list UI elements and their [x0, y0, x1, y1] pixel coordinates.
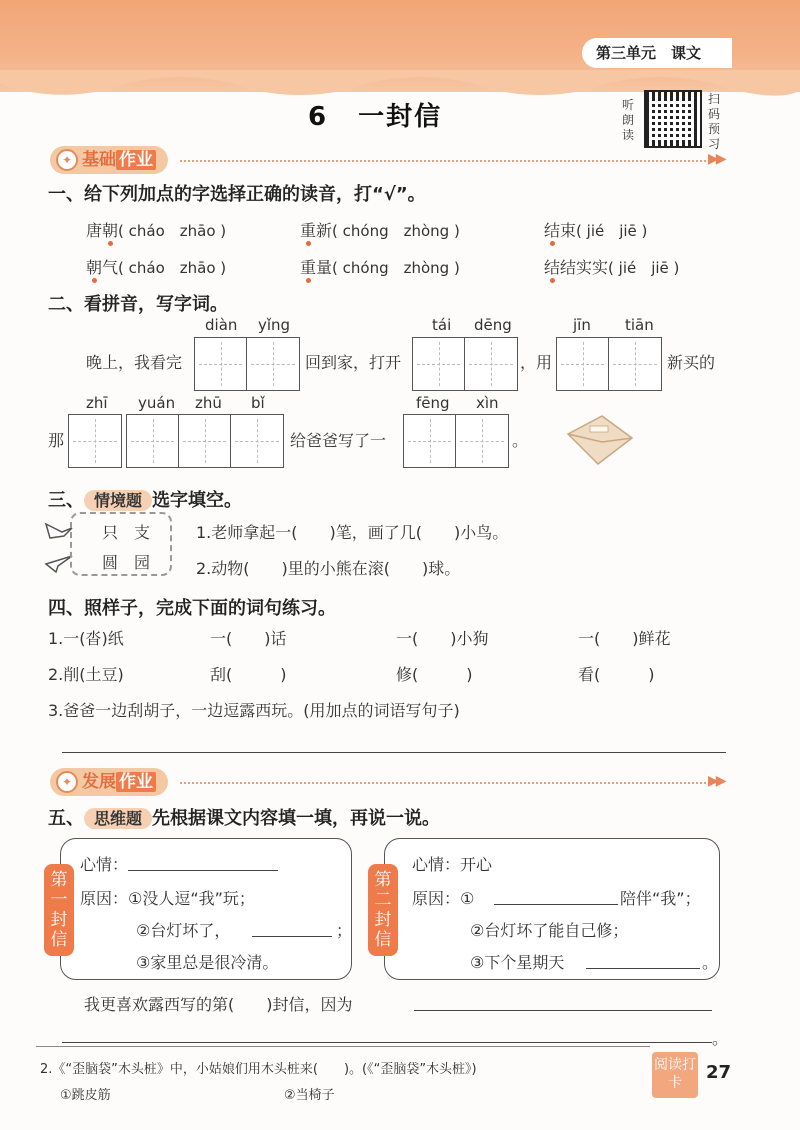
- q4-item: 一( )鲜花: [578, 629, 671, 648]
- q5-title: 五、 思维题 先根据课文内容填一填，再说一说。: [48, 808, 441, 829]
- card2-reason-3-end: 。: [702, 953, 719, 972]
- q4-item: 一( )话: [210, 629, 287, 648]
- pinyin: tái: [432, 316, 452, 334]
- tag-situation: 情境题: [84, 490, 152, 511]
- writing-grid[interactable]: [556, 337, 662, 391]
- card2-reason-1: 原因：①: [412, 889, 475, 908]
- card1-mood: 心情：: [80, 855, 129, 874]
- q2-text: 那: [48, 431, 65, 450]
- footer-question: 2.《“歪脑袋”木头桩》中，小姑娘们用木头桩来( )。(《“歪脑袋”木头桩》): [40, 1062, 477, 1077]
- q2-text: ，用: [520, 353, 553, 372]
- q4-item: 刮( ): [210, 665, 287, 684]
- writing-grid[interactable]: [68, 414, 122, 468]
- pinyin: dēng: [474, 316, 512, 334]
- footer-option-1[interactable]: ①跳皮筋: [60, 1088, 111, 1103]
- pinyin: xìn: [476, 394, 499, 412]
- unit-tab: 第三单元 课文: [582, 38, 732, 68]
- writing-grid[interactable]: [412, 337, 518, 391]
- footer-divider: [36, 1046, 650, 1047]
- option-pair-2: 圆 园: [102, 553, 151, 572]
- answer-line[interactable]: [62, 752, 726, 753]
- card2-reason-2: ②台灯坏了能自己修；: [470, 921, 629, 940]
- section-divider: [180, 160, 710, 162]
- q4-item: 修( ): [396, 665, 473, 684]
- q3-line-2: 2.动物( )里的小熊在滚( )球。: [196, 559, 461, 578]
- answer-line[interactable]: [586, 968, 700, 969]
- q2-text: 给爸爸写了一: [290, 431, 387, 450]
- card1-reason-3: ③家里总是很冷清。: [136, 953, 279, 972]
- answer-line[interactable]: [494, 904, 618, 905]
- q2-text: 晚上，我看完: [86, 353, 183, 372]
- lesson-title: 一封信: [358, 102, 443, 132]
- pinyin: yǐng: [258, 316, 291, 334]
- card1-reason-2-end: ；: [336, 921, 353, 940]
- pinyin: yuán: [138, 394, 176, 412]
- q3-line-1: 1.老师拿起一( )笔，画了几( )小鸟。: [196, 523, 509, 542]
- q4-sentence-task: 3.爸爸一边刮胡子，一边逗露西玩。(用加点的词语写句子): [48, 701, 460, 720]
- pinyin: fēng: [416, 394, 450, 412]
- q4-item: 一( )小狗: [396, 629, 489, 648]
- q2-text: 回到家，打开: [305, 353, 402, 372]
- q2-text: 新买的: [667, 353, 716, 372]
- card2-reason-3: ③下个星期天: [470, 953, 565, 972]
- card-tab-1: 第一封信: [44, 864, 74, 956]
- writing-grid[interactable]: [194, 337, 300, 391]
- section-develop-badge: ✦ 发展 作业: [50, 768, 168, 796]
- answer-line[interactable]: [414, 1010, 712, 1011]
- lightbulb-icon: ✦: [56, 771, 78, 793]
- pinyin: diàn: [205, 316, 238, 334]
- card2-mood: 心情：开心: [412, 855, 493, 874]
- pinyin: zhī: [86, 394, 108, 412]
- lightbulb-icon: ✦: [56, 149, 78, 171]
- q1-item-1: 唐朝( cháo zhāo ): [86, 221, 227, 240]
- footer-option-2[interactable]: ②当椅子: [284, 1088, 335, 1103]
- writing-grid[interactable]: [126, 414, 284, 468]
- q1-title: 一、给下列加点的字选择正确的读音，打“√”。: [48, 184, 426, 205]
- page-number: 27: [706, 1062, 732, 1083]
- qr-right-label: 扫码预习: [708, 92, 721, 151]
- lesson-number: 6: [308, 102, 329, 132]
- page-title: [308, 96, 442, 133]
- card1-reason-2: ②台灯坏了，: [136, 921, 231, 940]
- q4-item: 1.一(沓)纸: [48, 629, 124, 648]
- q1-item-2: 重新( chóng zhòng ): [300, 221, 460, 240]
- q2-text: 。: [512, 431, 529, 450]
- double-arrow-icon: ▶▶: [708, 151, 724, 167]
- q4-item: 看( ): [578, 665, 655, 684]
- option-pair-1: 只 支: [102, 523, 151, 542]
- qr-code[interactable]: [644, 90, 702, 148]
- preference-end: 。: [712, 1029, 729, 1048]
- envelope-icon: [562, 412, 638, 470]
- q3-title: 三、 情境题 选字填空。: [48, 490, 243, 511]
- section-basic-badge: ✦ 基础 作业: [50, 146, 168, 174]
- writing-grid[interactable]: [403, 414, 509, 468]
- pinyin: jīn: [573, 316, 591, 334]
- card2-reason-1-end: 陪伴“我”；: [620, 889, 701, 908]
- q1-item-6: 结结实实( jié jiē ): [544, 258, 680, 277]
- qr-left-label: 听朗读: [622, 98, 635, 142]
- q1-item-3: 结束( jié jiē ): [544, 221, 648, 240]
- double-arrow-icon: ▶▶: [708, 773, 724, 789]
- answer-line[interactable]: [252, 936, 332, 937]
- card1-reason-1: 原因：①没人逗“我”玩；: [80, 889, 255, 908]
- q1-item-5: 重量( chóng zhòng ): [300, 258, 460, 277]
- q4-title: 四、照样子，完成下面的词句练习。: [48, 598, 336, 619]
- q1-item-4: 朝气( cháo zhāo ): [86, 258, 227, 277]
- tag-thinking: 思维题: [84, 808, 152, 829]
- section-divider: [180, 782, 710, 784]
- reading-checkin-badge[interactable]: 阅读打卡: [652, 1052, 698, 1098]
- pinyin: bǐ: [251, 394, 265, 412]
- answer-line[interactable]: [128, 870, 278, 871]
- pinyin: tiān: [625, 316, 654, 334]
- card-tab-2: 第二封信: [368, 864, 398, 956]
- pinyin: zhū: [195, 394, 222, 412]
- preference-prompt: 我更喜欢露西写的第( )封信，因为: [84, 995, 353, 1014]
- answer-line[interactable]: [62, 1042, 712, 1043]
- q4-item: 2.削(土豆): [48, 665, 124, 684]
- q2-title: 二、看拼音，写字词。: [48, 294, 228, 315]
